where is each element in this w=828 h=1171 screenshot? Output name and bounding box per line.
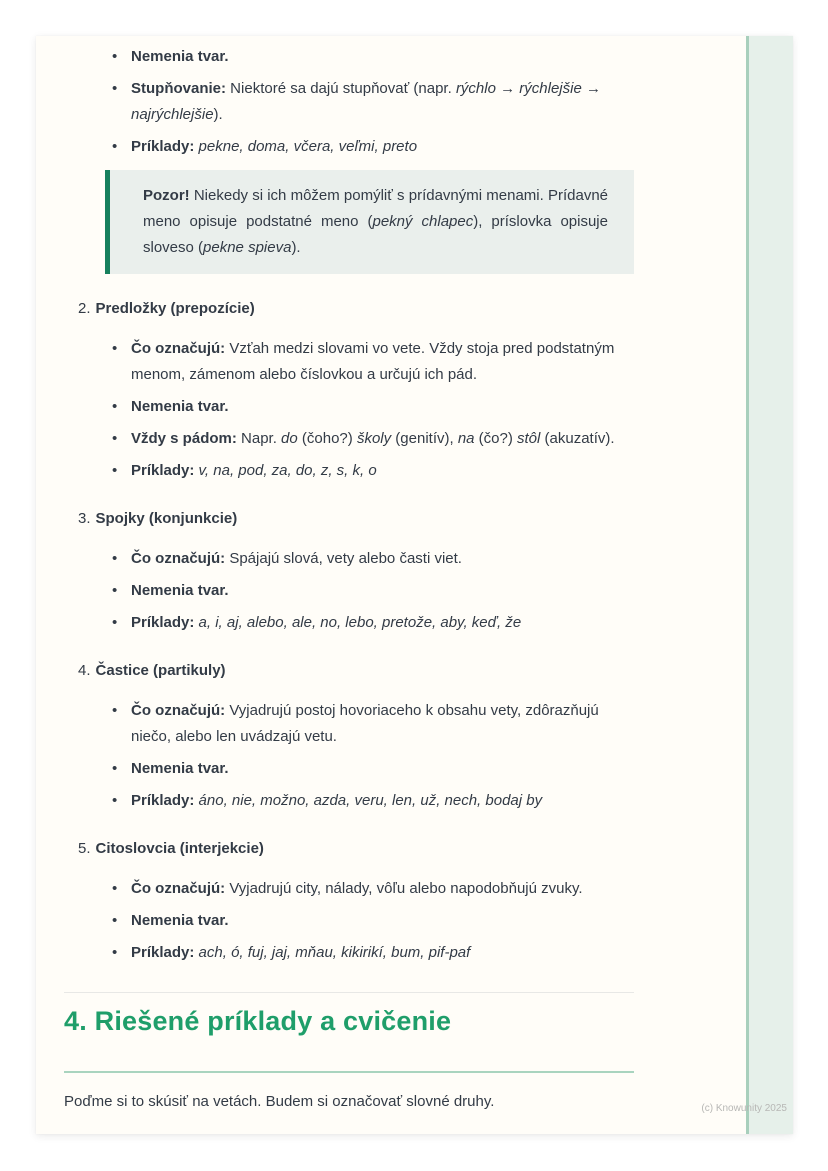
exercise-intro-paragraph: Poďme si to skúsiť na vetách. Budem si označovať slovné druhy. <box>64 1093 495 1110</box>
section <box>64 296 634 484</box>
list-item: • Čo označujú: Spájajú slová, vety alebo časti viet. <box>131 546 634 572</box>
section-number: 3. <box>78 510 91 527</box>
list-item: • Nemenia tvar. <box>131 44 634 70</box>
section-number: 5. <box>78 840 91 857</box>
heading-underline <box>64 1071 634 1073</box>
list-item: • Nemenia tvar. <box>131 394 634 420</box>
list-item: • Čo označujú: Vzťah medzi slovami vo vete. Vždy stoja pred podstatným menom, zámenom alebo číslovkou a určujú ich pád. <box>131 336 634 388</box>
list-item: • Príklady: ach, ó, fuj, jaj, mňau, kikirikí, bum, pif-paf <box>131 940 634 966</box>
exercise-heading: 4. Riešené príklady a cvičenie <box>64 1006 452 1036</box>
section-title: Spojky (konjunkcie) <box>95 510 238 527</box>
section-title: Predložky (prepozície) <box>95 300 255 317</box>
list-item: • Stupňovanie: Niektoré sa dajú stupňovať (napr. rýchlo → rýchlejšie → najrýchlejšie). <box>131 76 634 128</box>
sections <box>64 296 634 966</box>
section-number: 2. <box>78 300 91 317</box>
list-item: • Vždy s pádom: Napr. do (čoho?) školy (genitív), na (čo?) stôl (akuzatív). <box>131 426 634 452</box>
list-item: • Príklady: áno, nie, možno, azda, veru, len, už, nech, bodaj by <box>131 788 634 814</box>
section-title: Citoslovcia (interjekcie) <box>95 840 264 857</box>
section <box>64 506 634 636</box>
list-item: • Príklady: v, na, pod, za, do, z, s, k, o <box>131 458 634 484</box>
section-heading <box>64 296 634 322</box>
list-item: • Nemenia tvar. <box>131 908 634 934</box>
section <box>64 836 634 966</box>
section-bullets <box>64 876 634 966</box>
section-title: Častice (partikuly) <box>95 662 226 679</box>
section-heading <box>64 836 634 862</box>
decorative-right-strip <box>746 36 793 1134</box>
section-bullets <box>64 546 634 636</box>
section-bullets <box>64 336 634 484</box>
document-page <box>36 36 793 1134</box>
section <box>64 658 634 814</box>
list-item: • Príklady: pekne, doma, včera, veľmi, preto <box>131 134 634 160</box>
list-item: • Príklady: a, i, aj, alebo, ale, no, lebo, pretože, aby, keď, že <box>131 610 634 636</box>
section-heading <box>64 506 634 532</box>
callout-pozor <box>105 170 634 274</box>
list-item: • Nemenia tvar. <box>131 578 634 604</box>
intro-bullet-list <box>64 44 634 160</box>
list-item: • Čo označujú: Vyjadrujú postoj hovoriaceho k obsahu vety, zdôrazňujú niečo, alebo len uvádzajú vetu. <box>131 698 634 750</box>
section-heading <box>64 658 634 684</box>
list-item: • Čo označujú: Vyjadrujú city, nálady, vôľu alebo napodobňujú zvuky. <box>131 876 634 902</box>
section-bullets <box>64 698 634 814</box>
section-number: 4. <box>78 662 91 679</box>
section-divider <box>64 992 634 993</box>
page-content <box>64 44 634 1115</box>
copyright-footer: (c) Knowunity 2025 <box>701 1103 787 1114</box>
callout-text: Pozor! Niekedy si ich môžem pomýliť s prídavnými menami. Prídavné meno opisuje podstatné meno (pekný chlapec), príslovka opisuje sloveso (pekne spieva). <box>143 187 608 256</box>
list-item: • Nemenia tvar. <box>131 756 634 782</box>
